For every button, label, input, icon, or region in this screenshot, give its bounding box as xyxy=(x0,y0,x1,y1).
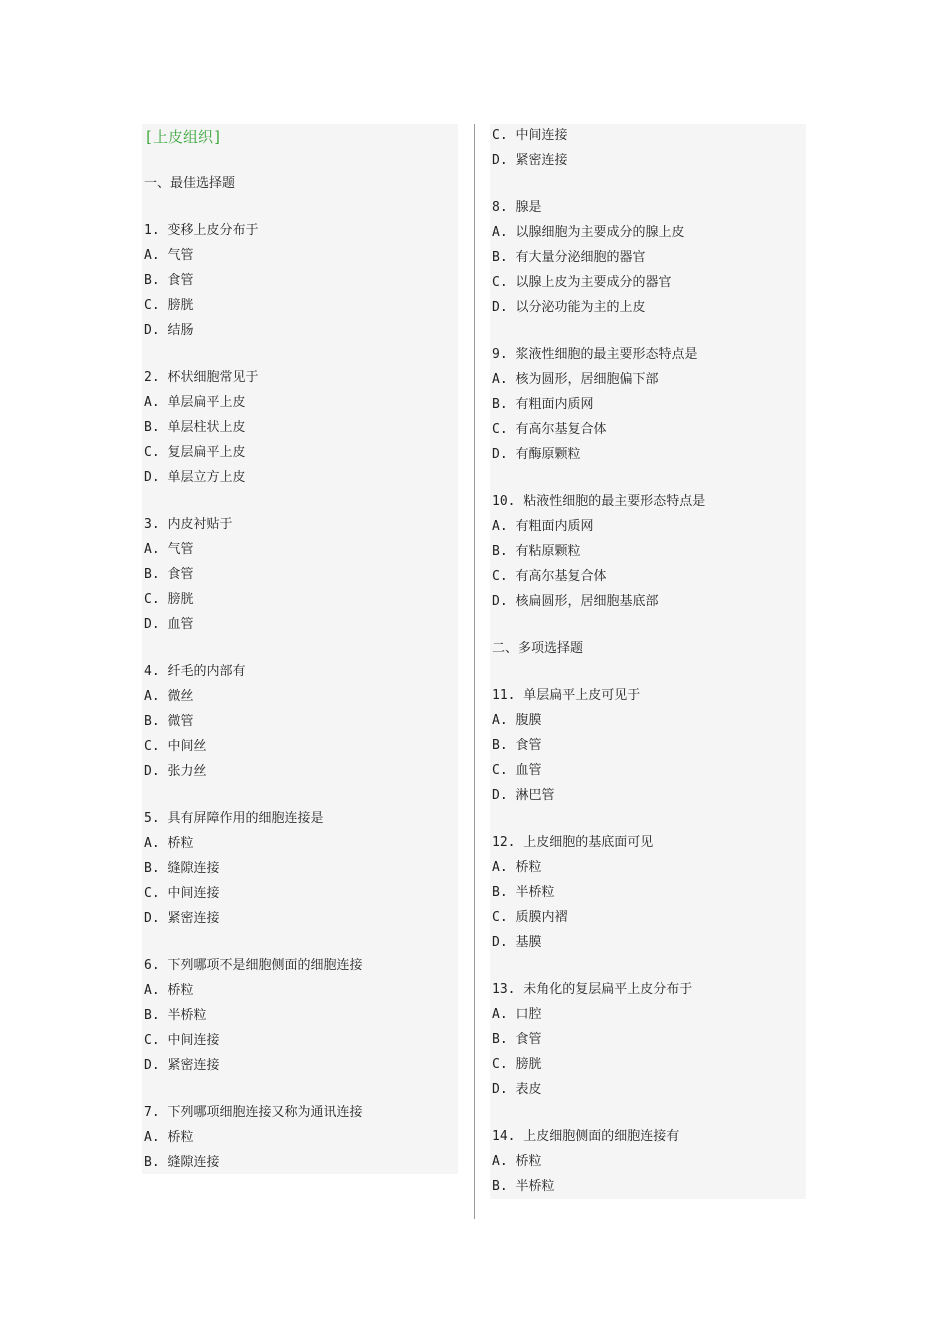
question-stem: 5. 具有屏障作用的细胞连接是 xyxy=(144,811,324,826)
answer-option: B. 有大量分泌细胞的器官 xyxy=(492,250,646,265)
answer-option: A. 气管 xyxy=(144,248,194,263)
answer-option: A. 有粗面内质网 xyxy=(492,519,594,534)
answer-option: D. 基膜 xyxy=(492,935,542,950)
right-column xyxy=(490,124,806,1199)
answer-option: A. 气管 xyxy=(144,542,194,557)
answer-option: D. 紧密连接 xyxy=(144,911,220,926)
answer-option: B. 食管 xyxy=(492,738,542,753)
answer-option: D. 紧密连接 xyxy=(492,153,568,168)
answer-option: D. 张力丝 xyxy=(144,764,207,779)
section-heading: 一、最佳选择题 xyxy=(144,176,236,191)
question-stem: 2. 杯状细胞常见于 xyxy=(144,370,259,385)
answer-option: B. 食管 xyxy=(144,273,194,288)
answer-option: A. 桥粒 xyxy=(144,836,194,851)
column-divider xyxy=(474,124,475,1219)
answer-option: B. 有粘原颗粒 xyxy=(492,544,581,559)
answer-option: B. 食管 xyxy=(492,1032,542,1047)
answer-option: A. 桥粒 xyxy=(144,983,194,998)
answer-option: B. 单层柱状上皮 xyxy=(144,420,246,435)
answer-option: A. 桥粒 xyxy=(144,1130,194,1145)
answer-option: C. 有高尔基复合体 xyxy=(492,422,607,437)
answer-option: B. 微管 xyxy=(144,714,194,729)
answer-option: B. 缝隙连接 xyxy=(144,861,220,876)
question-stem: 3. 内皮衬贴于 xyxy=(144,517,233,532)
answer-option: C. 中间连接 xyxy=(144,1033,220,1048)
answer-option: C. 膀胱 xyxy=(492,1057,542,1072)
answer-option: C. 有高尔基复合体 xyxy=(492,569,607,584)
answer-option: A. 桥粒 xyxy=(492,1154,542,1169)
answer-option: A. 口腔 xyxy=(492,1007,542,1022)
answer-option: D. 紧密连接 xyxy=(144,1058,220,1073)
answer-option: D. 有酶原颗粒 xyxy=(492,447,581,462)
answer-option: D. 核扁圆形，居细胞基底部 xyxy=(492,594,659,609)
answer-option: D. 单层立方上皮 xyxy=(144,470,246,485)
answer-option: A. 单层扁平上皮 xyxy=(144,395,246,410)
question-stem: 13. 未角化的复层扁平上皮分布于 xyxy=(492,982,693,997)
answer-option: A. 腹膜 xyxy=(492,713,542,728)
answer-option: C. 质膜内褶 xyxy=(492,910,568,925)
question-stem: 14. 上皮细胞侧面的细胞连接有 xyxy=(492,1129,680,1144)
answer-option: B. 半桥粒 xyxy=(492,1179,555,1194)
answer-option: C. 膀胱 xyxy=(144,298,194,313)
answer-option: C. 中间连接 xyxy=(144,886,220,901)
answer-option: D. 结肠 xyxy=(144,323,194,338)
answer-option: B. 食管 xyxy=(144,567,194,582)
left-column xyxy=(142,124,458,1174)
answer-option: B. 半桥粒 xyxy=(144,1008,207,1023)
question-stem: 4. 纤毛的内部有 xyxy=(144,664,246,679)
answer-option: C. 中间连接 xyxy=(492,128,568,143)
answer-option: A. 核为圆形，居细胞偏下部 xyxy=(492,372,659,387)
answer-option: D. 以分泌功能为主的上皮 xyxy=(492,300,646,315)
section-title: [上皮组织] xyxy=(144,128,223,146)
section-heading: 二、多项选择题 xyxy=(492,641,584,656)
answer-option: C. 膀胱 xyxy=(144,592,194,607)
answer-option: C. 以腺上皮为主要成分的器官 xyxy=(492,275,672,290)
question-stem: 1. 变移上皮分布于 xyxy=(144,223,259,238)
answer-option: A. 以腺细胞为主要成分的腺上皮 xyxy=(492,225,685,240)
answer-option: C. 复层扁平上皮 xyxy=(144,445,246,460)
question-stem: 7. 下列哪项细胞连接又称为通讯连接 xyxy=(144,1105,363,1120)
answer-option: B. 有粗面内质网 xyxy=(492,397,594,412)
question-stem: 10. 粘液性细胞的最主要形态特点是 xyxy=(492,494,706,509)
question-stem: 11. 单层扁平上皮可见于 xyxy=(492,688,641,703)
answer-option: B. 半桥粒 xyxy=(492,885,555,900)
answer-option: A. 桥粒 xyxy=(492,860,542,875)
answer-option: A. 微丝 xyxy=(144,689,194,704)
answer-option: D. 淋巴管 xyxy=(492,788,555,803)
question-stem: 6. 下列哪项不是细胞侧面的细胞连接 xyxy=(144,958,363,973)
question-stem: 12. 上皮细胞的基底面可见 xyxy=(492,835,654,850)
answer-option: C. 中间丝 xyxy=(144,739,207,754)
answer-option: D. 表皮 xyxy=(492,1082,542,1097)
answer-option: C. 血管 xyxy=(492,763,542,778)
question-stem: 9. 浆液性细胞的最主要形态特点是 xyxy=(492,347,698,362)
question-stem: 8. 腺是 xyxy=(492,200,542,215)
answer-option: B. 缝隙连接 xyxy=(144,1155,220,1170)
answer-option: D. 血管 xyxy=(144,617,194,632)
